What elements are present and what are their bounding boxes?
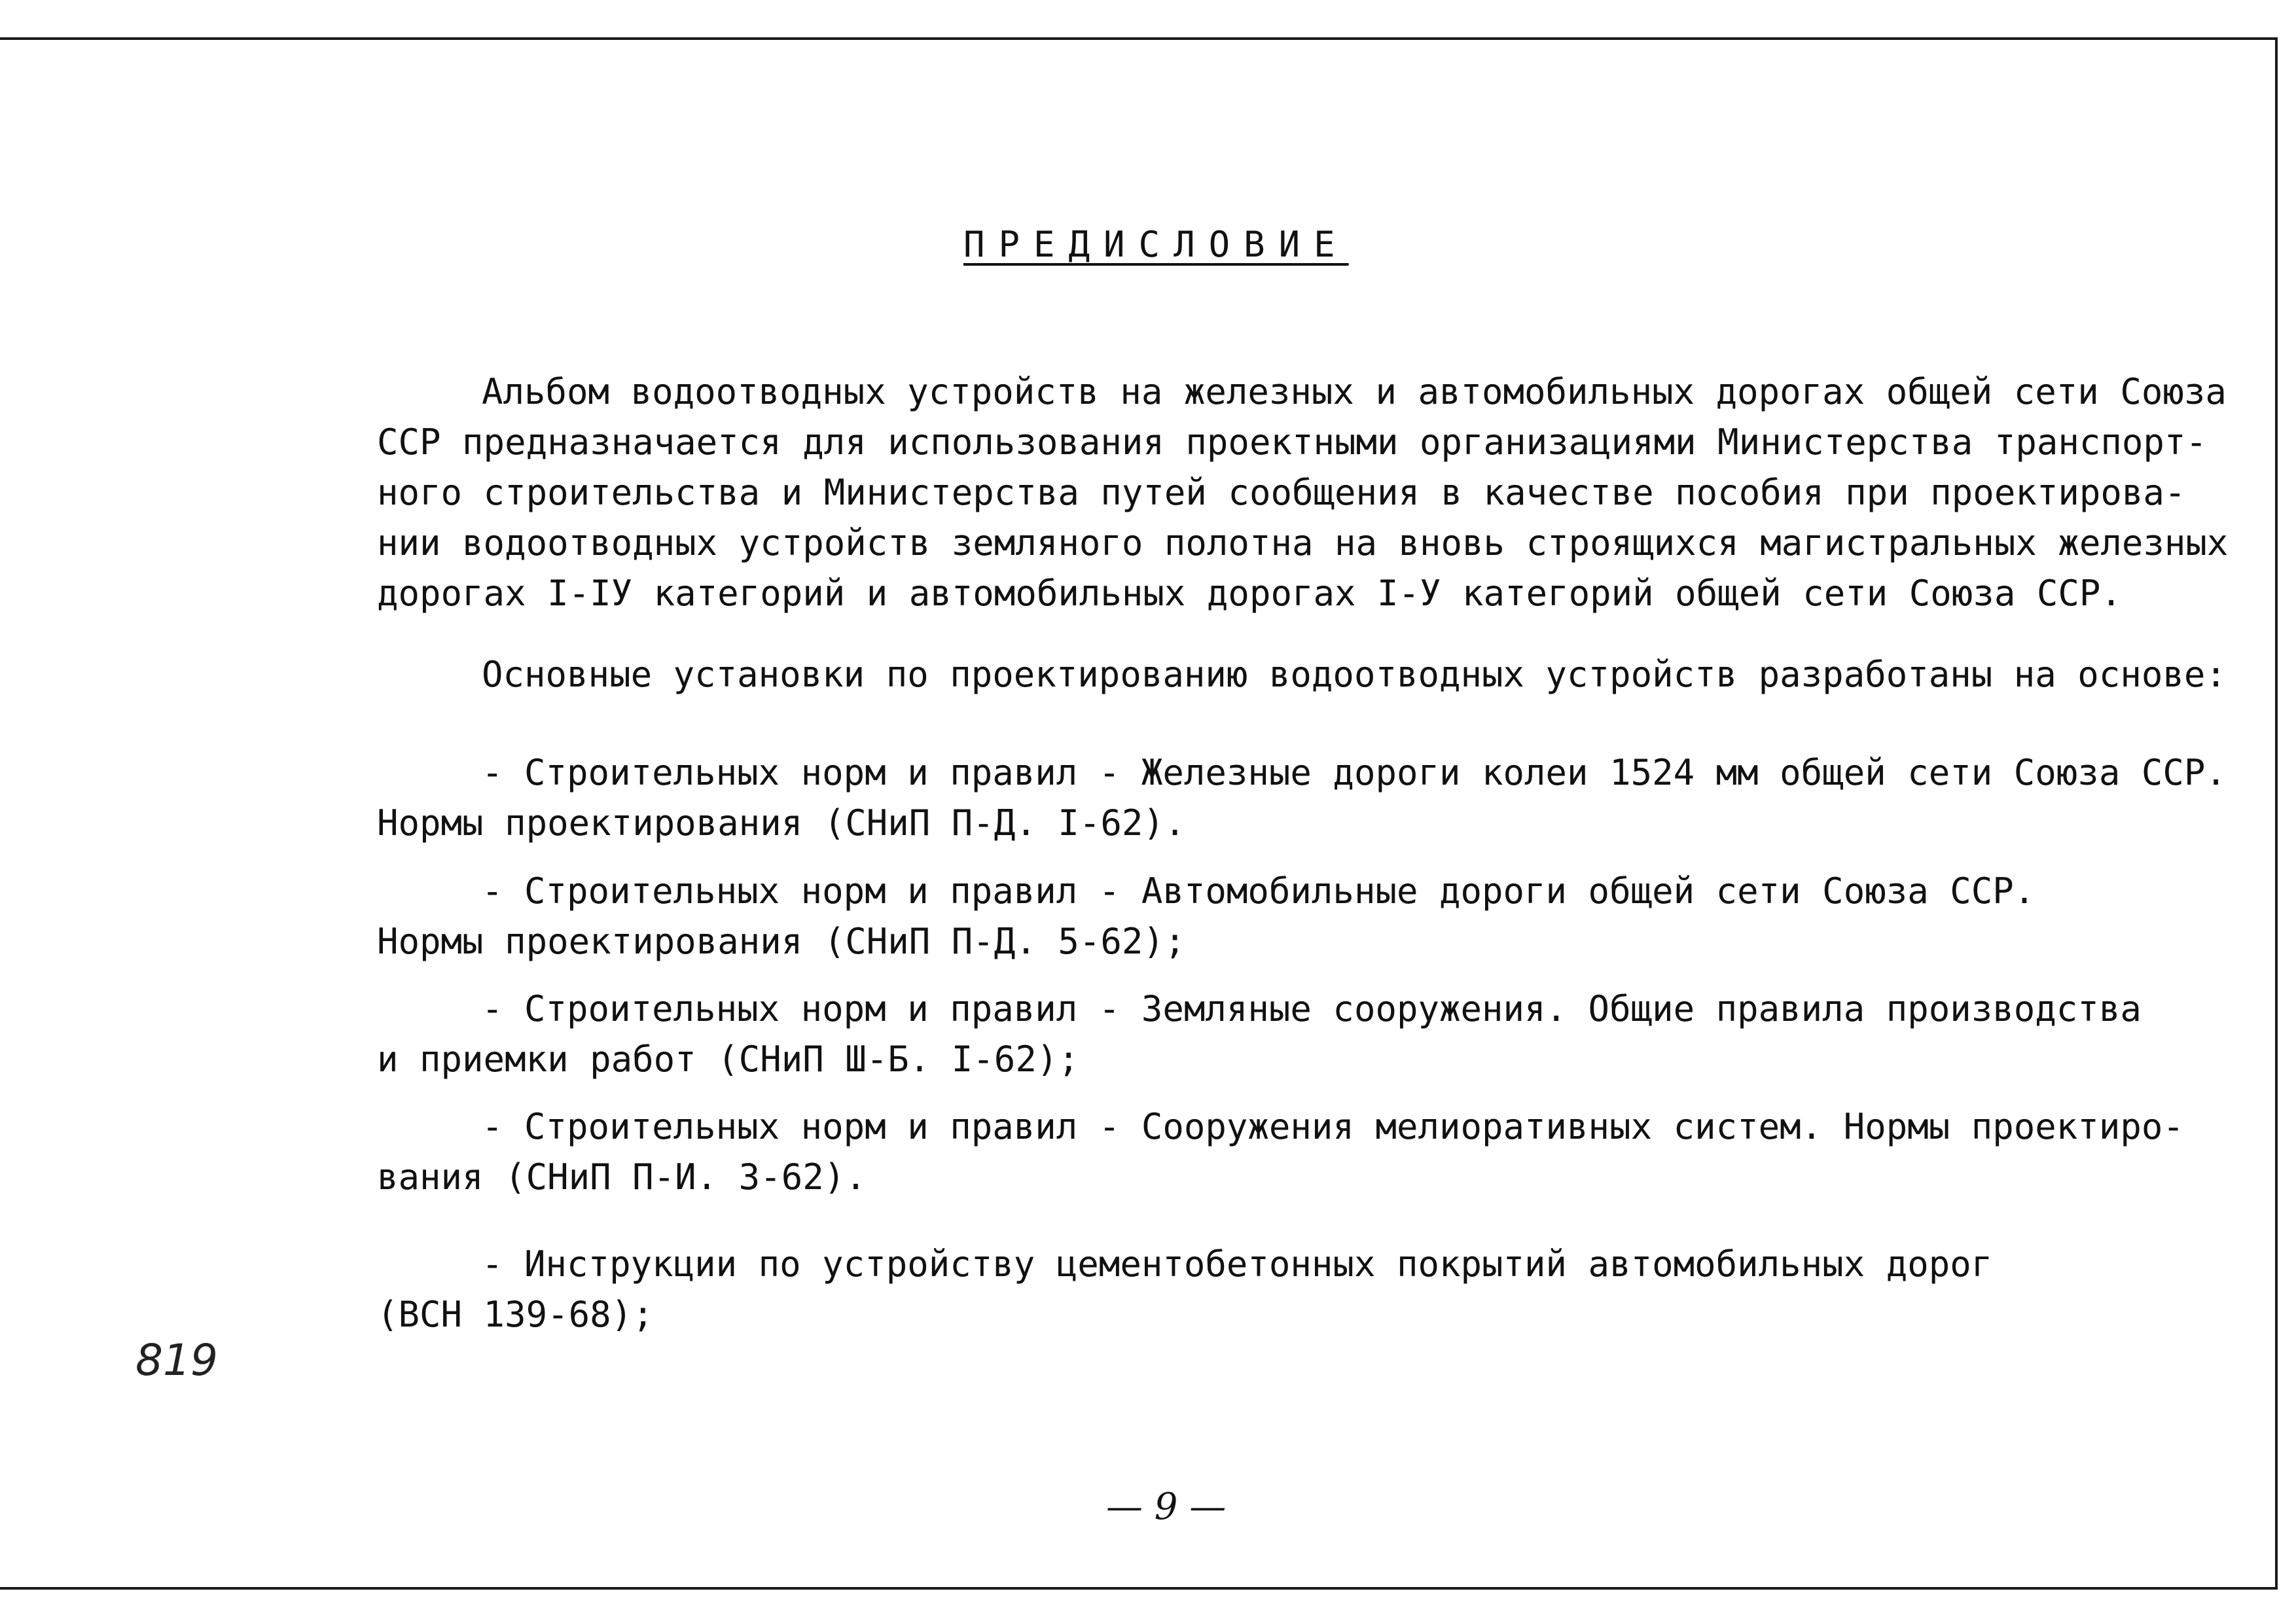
text-line: и приемки работ (СНиП Ш-Б. I-62); [377, 1039, 1079, 1080]
text-line: дорогах I-IУ категорий и автомобильных дорогах I-У категорий общей сети Союза ССР. [377, 573, 2122, 614]
paragraph-intro [377, 366, 2229, 618]
text-line: Альбом водоотводных устройств на железных и автомобильных дорогах общей сети Союза [482, 371, 2227, 412]
text-line: - Строительных норм и правил - Железные дороги колеи 1524 мм общей сети Союза ССР. [482, 752, 2227, 793]
text-line: ССР предназначается для использования проектными организациями Министерства транспорт- [377, 421, 2207, 463]
margin-note: 819 [135, 1335, 218, 1385]
frame-right-line [2275, 37, 2278, 1590]
frame-bottom-line [0, 1587, 2278, 1590]
paragraph-basis [377, 649, 2227, 700]
text-line: (ВСН 139-68); [377, 1294, 654, 1335]
text-line: Нормы проектирования (СНиП П-Д. I-62). [377, 802, 1186, 844]
text-line: - Строительных норм и правил - Сооружения мелиоративных систем. Нормы проектиро- [482, 1106, 2184, 1147]
text-line: - Инструкции по устройству цементобетонных покрытий автомобильных дорог [482, 1243, 1993, 1285]
text-line: - Строительных норм и правил - Автомобильные дороги общей сети Союза ССР. [482, 870, 2036, 912]
text-line: вания (СНиП П-И. 3-62). [377, 1156, 867, 1198]
frame-top-line [0, 37, 2278, 40]
text-line: Основные установки по проектированию водоотводных устройств разработаны на основе: [482, 654, 2227, 695]
page-title: ПРЕДИСЛОВИЕ [963, 224, 1349, 265]
text-line: - Строительных норм и правил - Земляные сооружения. Общие правила производства [482, 988, 2142, 1029]
list-item-melioration-norms [377, 1101, 2184, 1202]
text-line: ного строительства и Министерства путей сообщения в качестве пособия при проектирова- [377, 472, 2186, 513]
list-item-cement-instructions [377, 1239, 2157, 1340]
text-line: Нормы проектирования (СНиП П-Д. 5-62); [377, 921, 1186, 962]
list-item-earthworks-norms [377, 984, 2157, 1084]
list-item-railway-norms [377, 747, 2227, 848]
text-line: нии водоотводных устройств земляного полотна на вновь строящихся магистральных железных [377, 522, 2229, 563]
list-item-road-norms [377, 866, 2157, 967]
page-number: — 9 — [1106, 1486, 1227, 1528]
